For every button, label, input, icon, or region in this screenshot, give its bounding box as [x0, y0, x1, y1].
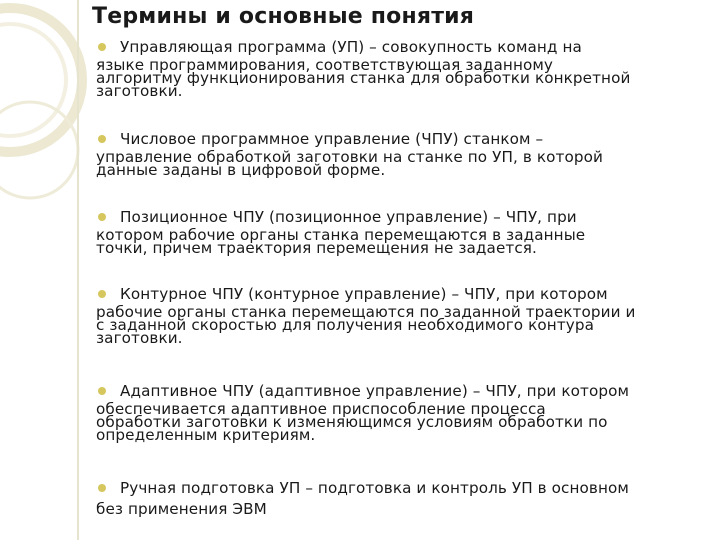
bullet-icon: [98, 387, 106, 395]
item-text-line: данные заданы в цифровой форме.: [96, 161, 386, 179]
item-text-line: определенным критериям.: [96, 426, 316, 444]
list-item: [96, 383, 718, 442]
item-text-line: алгоритму функционирования станка для обработки конкретной: [96, 69, 631, 87]
bullet-icon: [98, 135, 106, 143]
item-text-line: управление обработкой заготовки на станке по УП, в которой: [96, 148, 603, 166]
item-text-line: без применения ЭВМ: [96, 500, 267, 518]
bullet-icon: [98, 213, 106, 221]
item-text-line: обеспечивается адаптивное приспособление процесса: [96, 400, 546, 418]
item-text-line: языке программирования, соответствующая заданному: [96, 56, 554, 74]
item-text-line: с заданной скоростью для получения необходимого контура: [96, 316, 595, 334]
list-item: [96, 39, 718, 98]
vertical-rule: [77, 0, 79, 540]
item-text-line: заготовки.: [96, 82, 183, 100]
item-text-first: Адаптивное ЧПУ (адаптивное управление) – ЧПУ, при котором: [120, 382, 630, 400]
bullet-icon: [98, 290, 106, 298]
list-item: [96, 286, 718, 345]
list-item: [96, 209, 718, 255]
item-text-first: Позиционное ЧПУ (позиционное управление) – ЧПУ, при: [120, 208, 577, 226]
list-item: [96, 131, 718, 177]
item-text-first: Числовое программное управление (ЧПУ) станком –: [120, 130, 544, 148]
item-text-first: Ручная подготовка УП – подготовка и контроль УП в основном: [120, 479, 629, 497]
item-text-first: Управляющая программа (УП) – совокупность команд на: [120, 38, 582, 56]
item-text-line: заготовки.: [96, 329, 183, 347]
page-title: Термины и основные понятия: [92, 4, 475, 29]
item-text-line: котором рабочие органы станка перемещаются в заданные: [96, 226, 586, 244]
bullet-icon: [98, 484, 106, 492]
bullet-icon: [98, 43, 106, 51]
item-text-line: рабочие органы станка перемещаются по заданной траектории и: [96, 303, 636, 321]
item-text-line: точки, причем траектория перемещения не задается.: [96, 239, 537, 257]
item-text-first: Контурное ЧПУ (контурное управление) – ЧПУ, при котором: [120, 285, 608, 303]
item-text-line: обработки заготовки к изменяющимся условиям обработки по: [96, 413, 608, 431]
list-item: [96, 480, 718, 518]
